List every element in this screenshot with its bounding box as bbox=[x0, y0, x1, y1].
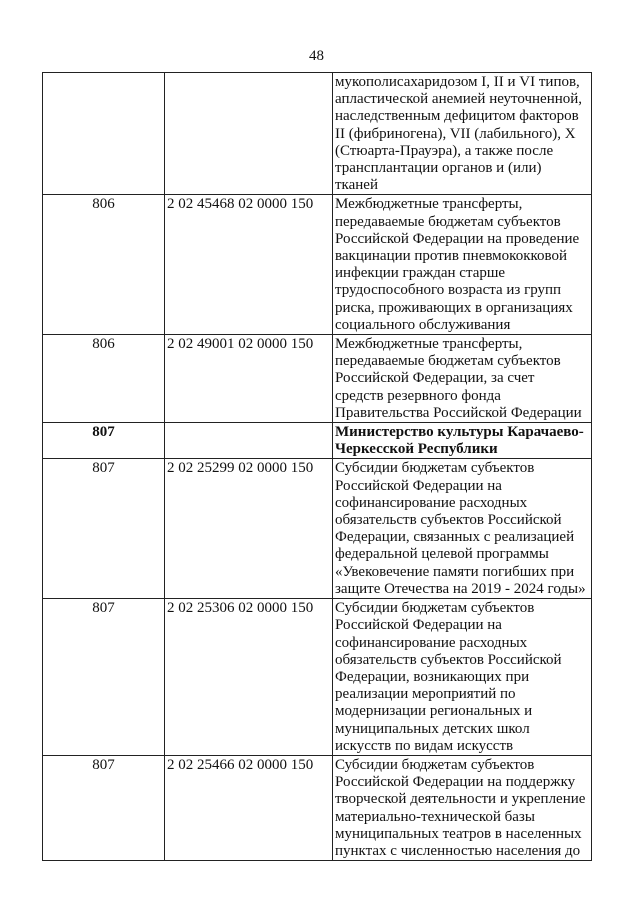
ministry-name-cell: Министерство культуры Карачаево- Черкесской Республики bbox=[333, 423, 592, 459]
page-number: 48 bbox=[309, 48, 324, 64]
admin-code-cell: 807 bbox=[43, 599, 165, 756]
description-cell: Межбюджетные трансферты, передаваемые бюджетам субъектов Российской Федерации, за счет средств резервного фонда Правительства Российской Федерации bbox=[333, 335, 592, 423]
kbk-code-cell: 2 02 25306 02 0000 150 bbox=[165, 599, 333, 756]
kbk-code-cell: 2 02 25299 02 0000 150 bbox=[165, 459, 333, 599]
table-row bbox=[43, 459, 592, 599]
description-cell: Субсидии бюджетам субъектов Российской Федерации на софинансирование расходных обязательств субъектов Российской Федерации, связанных с реализацией федеральной целевой программы «Увековечение памяти погибших при защите Отечества на 2019 - 2024 годы» bbox=[333, 459, 592, 599]
budget-classification-table bbox=[42, 72, 592, 861]
description-cell: Субсидии бюджетам субъектов Российской Федерации на софинансирование расходных обязательств субъектов Российской Федерации, возникающих при реализации мероприятий по модернизации региональных и муниципальных детских школ искусств по видам искусств bbox=[333, 599, 592, 756]
admin-code-cell bbox=[43, 73, 165, 195]
table-row-ministry-header bbox=[43, 423, 592, 459]
admin-code-cell: 806 bbox=[43, 335, 165, 423]
kbk-code-cell: 2 02 45468 02 0000 150 bbox=[165, 195, 333, 335]
table-row bbox=[43, 195, 592, 335]
description-cell: мукополисахаридозом I, II и VI типов, апластической анемией неуточненной, наследственным дефицитом факторов II (фибриногена), VII (лабильного), X (Стюарта-Прауэра), а также после трансплантации органов и (или) тканей bbox=[333, 73, 592, 195]
kbk-code-cell bbox=[165, 73, 333, 195]
table-row bbox=[43, 599, 592, 756]
table-row bbox=[43, 73, 592, 195]
description-cell: Межбюджетные трансферты, передаваемые бюджетам субъектов Российской Федерации на проведение вакцинации против пневмококковой инфекции граждан старше трудоспособного возраста из групп риска, проживающих в организациях социального обслуживания bbox=[333, 195, 592, 335]
admin-code-cell: 807 bbox=[43, 459, 165, 599]
kbk-code-cell: 2 02 25466 02 0000 150 bbox=[165, 755, 333, 860]
admin-code-cell: 807 bbox=[43, 423, 165, 459]
kbk-code-cell: 2 02 49001 02 0000 150 bbox=[165, 335, 333, 423]
admin-code-cell: 807 bbox=[43, 755, 165, 860]
table-row bbox=[43, 335, 592, 423]
admin-code-cell: 806 bbox=[43, 195, 165, 335]
table-row bbox=[43, 755, 592, 860]
description-cell: Субсидии бюджетам субъектов Российской Федерации на поддержку творческой деятельности и укрепление материально-технической базы муниципальных театров в населенных пунктах с численностью населения до bbox=[333, 755, 592, 860]
kbk-code-cell bbox=[165, 423, 333, 459]
